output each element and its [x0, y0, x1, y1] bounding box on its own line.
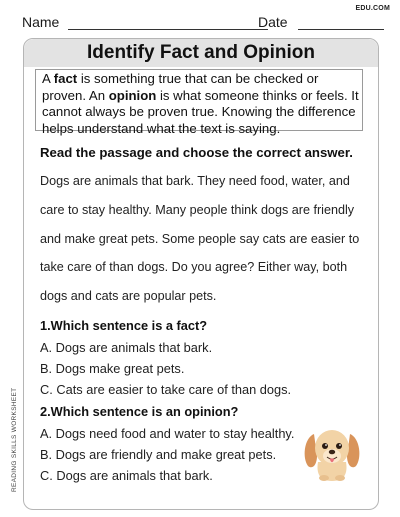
brand-logo: EDU.COM: [355, 5, 390, 12]
opinion-term: opinion: [108, 87, 157, 103]
reading-passage: [40, 167, 370, 311]
question-2-option-b[interactable]: B. Dogs are friendly and make great pets.: [40, 447, 277, 462]
question-1-option-a[interactable]: A. Dogs are animals that bark.: [40, 340, 213, 355]
definition-text: A fact is something true that can be checked or proven. An opinion is what someone thinks or feels. It cannot always be proven true. Knowing the difference helps understand what the text is saying.: [42, 71, 359, 136]
question-2-option-a[interactable]: A. Dogs need food and water to stay healthy.: [40, 426, 295, 441]
definition-box: [35, 69, 363, 136]
name-label: Name: [22, 14, 60, 30]
side-label: READING SKILLS WORKSHEET: [11, 387, 18, 492]
question-2-option-c[interactable]: C. Dogs are animals that bark.: [40, 468, 213, 483]
name-field[interactable]: [68, 29, 268, 30]
question-1-option-b[interactable]: B. Dogs make great pets.: [40, 361, 185, 376]
question-2-title: 2.Which sentence is an opinion?: [40, 404, 239, 419]
dog-icon: [302, 420, 362, 487]
question-1-option-c[interactable]: C. Cats are easier to take care of than dogs.: [40, 382, 292, 397]
worksheet-header: [22, 14, 384, 32]
passage-text: Dogs are animals that bark. They need food, water, and care to stay healthy. Many people think dogs are friendly and make great pets. Some people say cats are easier to take care of than dogs. Do you agree? Either way, both dogs and cats are popular pets.: [40, 174, 360, 304]
date-field[interactable]: [298, 29, 384, 30]
instructions: Read the passage and choose the correct answer.: [40, 145, 353, 160]
worksheet-title: Identify Fact and Opinion: [24, 39, 378, 67]
question-1-title: 1.Which sentence is a fact?: [40, 318, 208, 333]
fact-term: fact: [53, 71, 78, 86]
date-label: Date: [258, 14, 288, 30]
